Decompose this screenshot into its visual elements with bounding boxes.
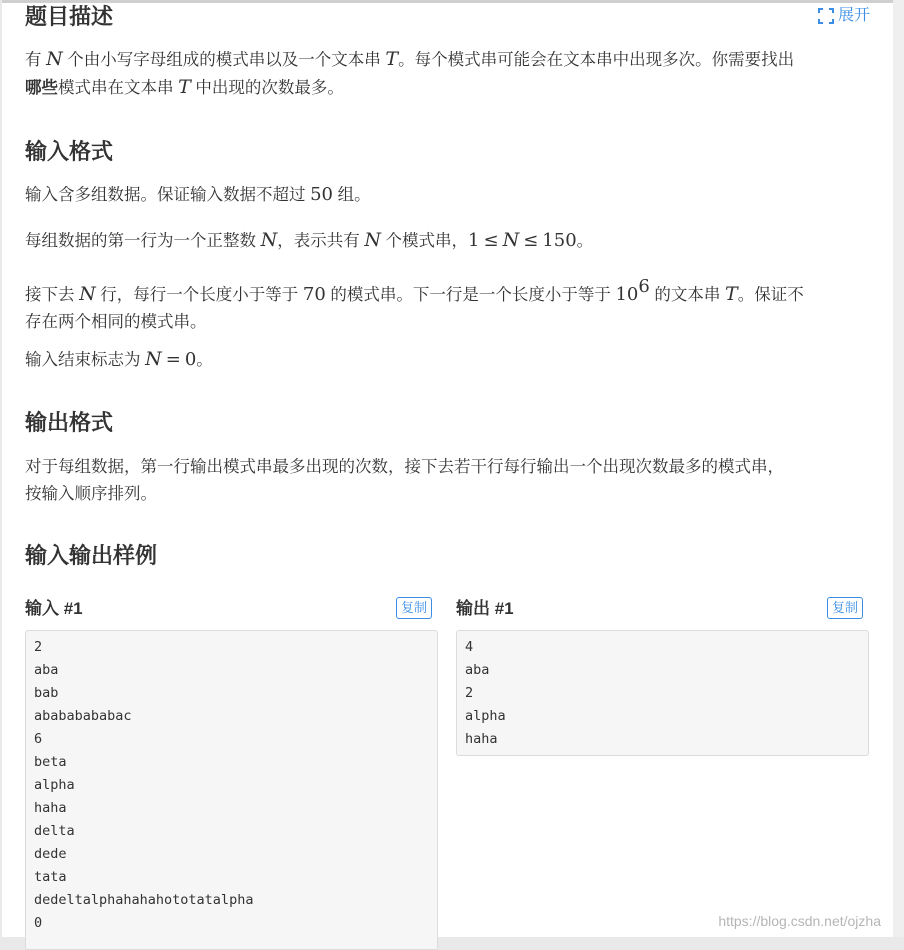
input-sample-line: beta xyxy=(34,754,67,770)
output-format-title: 输出格式 xyxy=(25,410,114,435)
input-sample-line: 6 xyxy=(34,731,43,747)
input-sample-line: aba xyxy=(34,662,59,678)
expand-button[interactable] xyxy=(818,6,870,26)
input-sample-line: bab xyxy=(34,685,59,701)
input-sample-label: 输入 #1 xyxy=(25,599,83,618)
output-sample-label: 输出 #1 xyxy=(456,599,514,618)
expand-icon xyxy=(818,8,834,24)
expand-label: 展开 xyxy=(837,7,870,24)
output-format-paragraph: 对于每组数据，第一行输出模式串最多出现的次数，接下去若干行每行输出一个出现次数最多的模式串， 按输入顺序排列。 xyxy=(25,458,784,503)
input-sample-line: tata xyxy=(34,869,67,885)
problem-card xyxy=(2,0,893,937)
description-title: 题目描述 xyxy=(25,4,114,29)
output-sample-line: haha xyxy=(465,731,498,747)
samples-title: 输入输出样例 xyxy=(25,543,158,568)
input-sample-line: haha xyxy=(34,800,67,816)
input-format-p2: 每组数据的第一行为一个正整数 N，表示共有 N 个模式串，1 ≤ N ≤ 150。 xyxy=(25,229,594,251)
output-sample-line: 2 xyxy=(465,685,474,701)
input-format-p4: 输入结束标志为 N = 0。 xyxy=(25,348,213,370)
output-sample-box[interactable] xyxy=(456,630,869,756)
watermark: https://blog.csdn.net/ojzha xyxy=(718,913,881,929)
input-sample-line: dedeltalphahahahototatalpha xyxy=(34,892,254,908)
copy-input-button[interactable]: 复制 xyxy=(396,597,432,619)
input-sample-line: alpha xyxy=(34,777,75,793)
input-format-p3: 接下去 N 行，每行一个长度小于等于 70 的模式串。下一行是一个长度小于等于 $10^6$ 的文本串 T。保证不 存在两个相同的模式串。 xyxy=(25,276,804,331)
description-paragraph: 有 N 个由小写字母组成的模式串以及一个文本串 T。每个模式串可能会在文本串中出现多次。你需要找出 哪些模式串在文本串 T 中出现的次数最多。 xyxy=(25,48,795,98)
output-sample-line: 4 xyxy=(465,639,474,655)
input-sample-line: abababababac xyxy=(34,708,132,724)
output-sample-line: alpha xyxy=(465,708,506,724)
input-sample-line: 0 xyxy=(34,915,43,931)
input-sample-line: dede xyxy=(34,846,67,862)
input-format-p1: 输入含多组数据。保证输入数据不超过 50 组。 xyxy=(25,184,371,205)
output-sample-line: aba xyxy=(465,662,490,678)
copy-output-button[interactable]: 复制 xyxy=(827,597,863,619)
input-sample-line: 2 xyxy=(34,639,43,655)
input-format-title: 输入格式 xyxy=(25,139,114,164)
input-sample-box[interactable] xyxy=(25,630,438,950)
input-sample-line: delta xyxy=(34,823,75,839)
page-scrollbar[interactable] xyxy=(893,0,904,937)
